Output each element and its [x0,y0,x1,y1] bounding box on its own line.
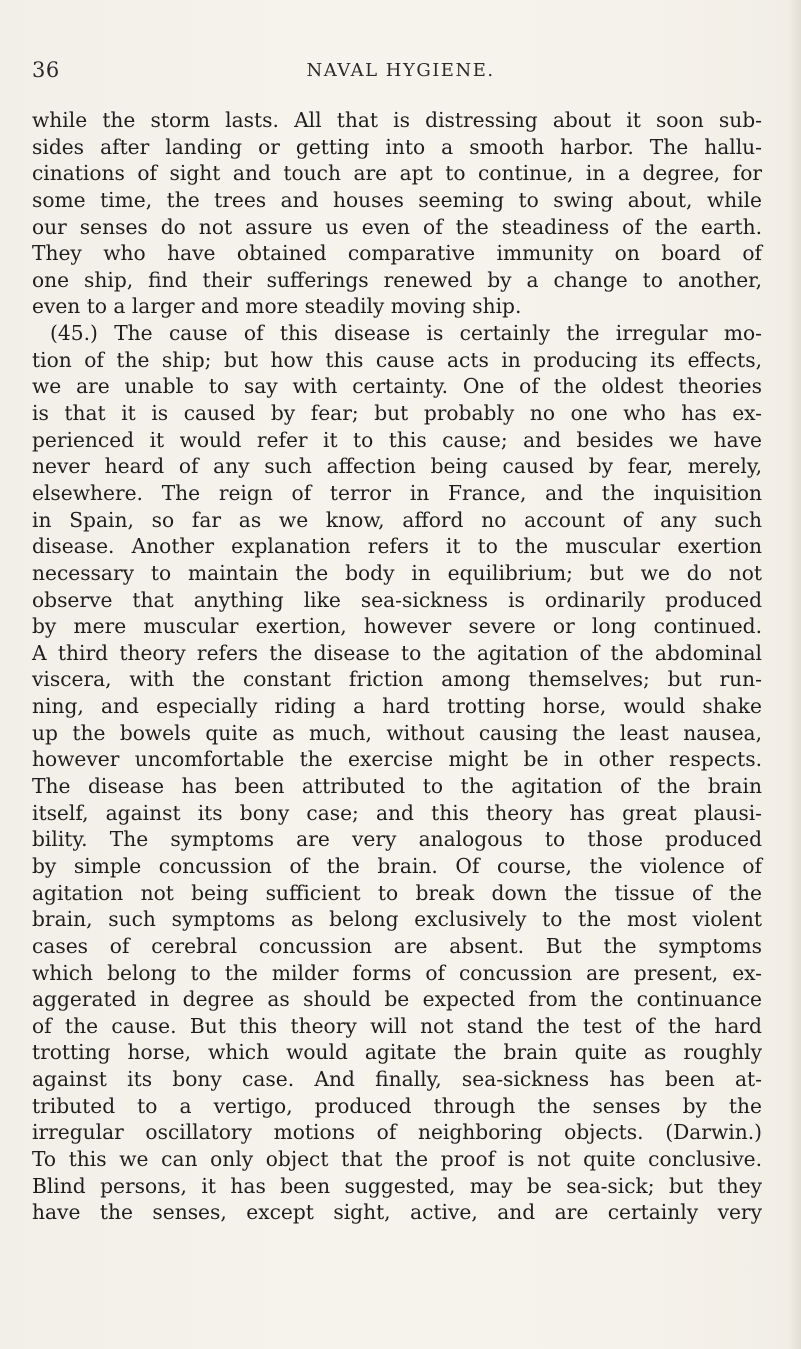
text-line: itself, against its bony case; and this theory has great plausi- [32,800,762,825]
text-line: is that it is caused by fear; but probably no one who has ex- [32,401,762,426]
text-line: against its bony case. And finally, sea-sickness has been at- [32,1067,762,1092]
text-line: ning, and especially riding a hard trotting horse, would shake [32,694,762,719]
text-line: agitation not being sufficient to break down the tissue of the [32,880,762,905]
text-line: however uncomfortable the exercise might be in other respects. [32,747,762,772]
text-line: perienced it would refer it to this cause; and besides we have [32,427,762,452]
text-line: They who have obtained comparative immunity on board of [32,241,762,266]
text-line: The disease has been attributed to the agitation of the brain [32,774,762,799]
text-line: of the cause. But this theory will not stand the test of the hard [32,1013,762,1038]
page-header [0,58,801,88]
text-line: which belong to the milder forms of concussion are present, ex- [32,960,762,985]
text-line: elsewhere. The reign of terror in France, and the inquisition [32,480,762,505]
page-number: 36 [32,58,60,82]
text-line: disease. Another explanation refers it to the muscular exertion [32,534,762,559]
text-line: some time, the trees and houses seeming to swing about, while [32,187,762,212]
text-line: we are unable to say with certainty. One of the oldest theories [32,374,762,399]
running-title: NAVAL HYGIENE. [306,60,495,81]
body-text [32,107,762,1226]
text-line: viscera, with the constant friction among themselves; but run- [32,667,762,692]
text-line: tributed to a vertigo, produced through the senses by the [32,1093,762,1118]
text-line: have the senses, except sight, active, and are certainly very [32,1200,762,1225]
text-line: one ship, find their sufferings renewed by a change to another, [32,267,762,292]
text-line: our senses do not assure us even of the steadiness of the earth. [32,214,762,239]
text-line: tion of the ship; but how this cause acts in producing its effects, [32,347,762,372]
text-line: necessary to maintain the body in equilibrium; but we do not [32,560,762,585]
text-line: brain, such symptoms as belong exclusively to the most violent [32,907,762,932]
text-line: by mere muscular exertion, however severe or long continued. [32,614,762,639]
text-line: cases of cerebral concussion are absent. But the symptoms [32,933,762,958]
text-line: sides after landing or getting into a smooth harbor. The hallu- [32,134,762,159]
text-line: (45.) The cause of this disease is certainly the irregular mo- [50,321,762,346]
text-line: in Spain, so far as we know, afford no account of any such [32,507,762,532]
text-line: up the bowels quite as much, without causing the least nausea, [32,720,762,745]
text-line: bility. The symptoms are very analogous to those produced [32,827,762,852]
text-line: aggerated in degree as should be expected from the continuance [32,987,762,1012]
text-line: even to a larger and more steadily moving ship. [32,294,522,319]
text-line: Blind persons, it has been suggested, may be sea-sick; but they [32,1173,762,1198]
text-line: cinations of sight and touch are apt to continue, in a degree, for [32,161,762,186]
text-line: observe that anything like sea-sickness is ordinarily produced [32,587,762,612]
text-line: To this we can only object that the proof is not quite conclusive. [32,1146,762,1171]
text-line: never heard of any such affection being caused by fear, merely, [32,454,762,479]
text-line: trotting horse, which would agitate the brain quite as roughly [32,1040,762,1065]
text-line: while the storm lasts. All that is distressing about it soon sub- [32,108,762,132]
text-line: A third theory refers the disease to the agitation of the abdominal [32,640,762,665]
text-line: irregular oscillatory motions of neighboring objects. (Darwin.) [32,1120,762,1145]
text-line: by simple concussion of the brain. Of course, the violence of [32,853,762,878]
page-edge-shadow [787,0,801,1349]
